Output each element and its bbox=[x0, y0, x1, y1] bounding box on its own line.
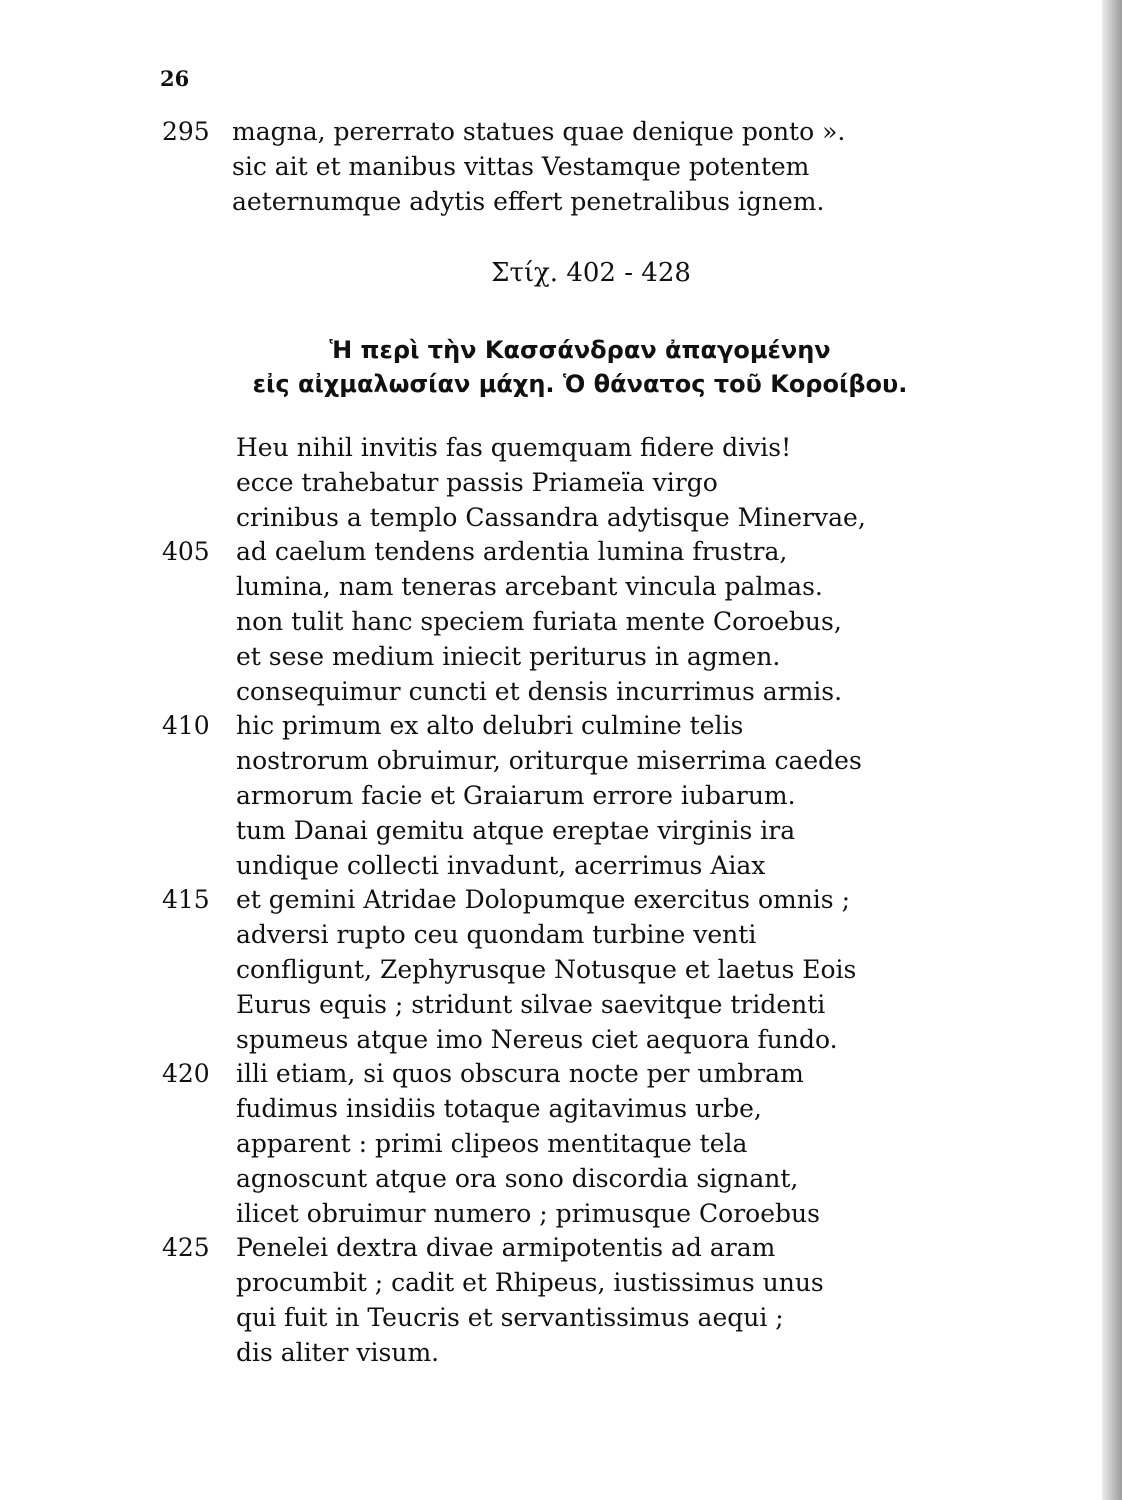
line-number: 420 bbox=[162, 1059, 210, 1089]
verse-text: Eurus equis ; stridunt silvae saevitque tridenti bbox=[236, 989, 826, 1019]
line-number: 415 bbox=[162, 885, 210, 915]
verse-text: et sese medium iniecit periturus in agmen. bbox=[236, 641, 781, 671]
verse-text: illi etiam, si quos obscura nocte per umbram bbox=[236, 1059, 804, 1089]
page-edge-shadow bbox=[1102, 0, 1122, 1500]
verse-text: et gemini Atridae Dolopumque exercitus omnis ; bbox=[236, 885, 851, 915]
verse-text: magna, pererrato statues quae denique ponto ». bbox=[232, 117, 846, 146]
line-number: 410 bbox=[162, 711, 210, 741]
section-title-line-2: εἰς αἰχμαλωσίαν μάχη. Ὁ θάνατος τοῦ Κοροίβου. bbox=[252, 370, 908, 398]
verse-text: spumeus atque imo Nereus ciet aequora fundo. bbox=[236, 1024, 838, 1054]
verse-text: aeternumque adytis effert penetralibus ignem. bbox=[232, 187, 825, 216]
verse-text: agnoscunt atque ora sono discordia signant, bbox=[236, 1163, 799, 1193]
verse-text: Penelei dextra divae armipotentis ad aram bbox=[236, 1233, 776, 1263]
verse-text: confligunt, Zephyrusque Notusque et laetus Eois bbox=[236, 955, 857, 984]
page-number: 26 bbox=[160, 66, 190, 91]
verse-text: nostrorum obruimur, oriturque miserrima caedes bbox=[236, 746, 862, 776]
verse-text: dis aliter visum. bbox=[236, 1337, 440, 1367]
verse-text: hic primum ex alto delubri culmine telis bbox=[236, 711, 744, 741]
verse-text: fudimus insidiis totaque agitavimus urbe, bbox=[236, 1094, 762, 1124]
verse-text: lumina, nam teneras arcebant vincula palmas. bbox=[236, 572, 823, 602]
verse-text: tum Danai gemitu atque ereptae virginis ira bbox=[236, 815, 796, 845]
verse-text: qui fuit in Teucris et servantissimus aequi ; bbox=[236, 1303, 784, 1332]
line-number: 295 bbox=[162, 117, 210, 146]
line-number: 405 bbox=[162, 537, 210, 567]
verse-text: ilicet obruimur numero ; primusque Coroebus bbox=[236, 1198, 820, 1228]
section-title-line-1: Ἡ περὶ τὴν Κασσάνδραν ἀπαγομένην bbox=[329, 336, 831, 364]
verse-text: sic ait et manibus vittas Vestamque potentem bbox=[232, 152, 810, 181]
verse-text: consequimur cuncti et densis incurrimus armis. bbox=[236, 676, 843, 706]
verse-text: adversi rupto ceu quondam turbine venti bbox=[236, 920, 757, 950]
verse-text: armorum facie et Graiarum errore iubarum. bbox=[236, 781, 796, 810]
verse-text: crinibus a templo Cassandra adytisque Minervae, bbox=[236, 502, 866, 532]
verse-text: apparent : primi clipeos mentitaque tela bbox=[236, 1129, 748, 1158]
section-reference: Στίχ. 402 - 428 bbox=[491, 258, 691, 288]
verse-text: undique collecti invadunt, acerrimus Aiax bbox=[236, 850, 766, 880]
verse-text: ecce trahebatur passis Priameïa virgo bbox=[236, 467, 718, 497]
verse-text: ad caelum tendens ardentia lumina frustra, bbox=[236, 537, 788, 567]
verse-text: procumbit ; cadit et Rhipeus, iustissimus unus bbox=[236, 1268, 824, 1298]
line-number: 425 bbox=[162, 1233, 210, 1263]
verse-text: Heu nihil invitis fas quemquam fidere divis! bbox=[236, 433, 792, 462]
verse-text: non tulit hanc speciem furiata mente Coroebus, bbox=[236, 607, 842, 636]
